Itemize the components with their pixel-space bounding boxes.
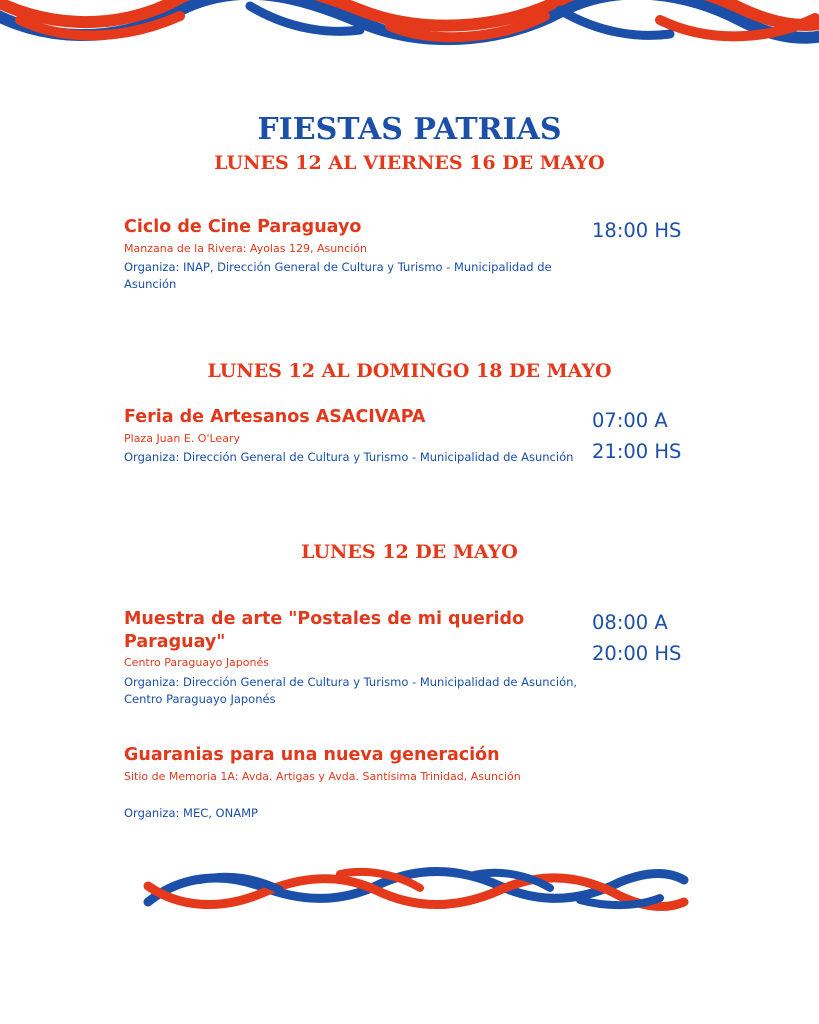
event-time-start: 08:00 A (592, 611, 668, 634)
flag-ribbon-wave-top (0, 0, 819, 48)
event-time (592, 215, 732, 246)
event-time-start: 07:00 A (592, 409, 668, 432)
event-name: Feria de Artesanos ASACIVAPA (124, 407, 426, 427)
page-title: FIESTAS PATRIAS (257, 112, 562, 147)
event-organizer: Organiza: Dirección General de Cultura y Turismo - Municipalidad de Asunción (124, 450, 574, 464)
section-date-heading: LUNES 12 DE MAYO (301, 541, 518, 563)
event-name: Guaranias para una nueva generación (124, 745, 500, 765)
event-time-end: 21:00 HS (592, 440, 682, 463)
flag-ribbon-wave-bottom (140, 862, 690, 918)
event-organizer: Organiza: Dirección General de Cultura y Turismo - Municipalidad de Asunción, Centro Paraguayo Japonés (124, 675, 578, 706)
event-time-start: 18:00 HS (592, 219, 682, 242)
event-name: Ciclo de Cine Paraguayo (124, 217, 362, 237)
event-place: Centro Paraguayo Japonés (124, 656, 269, 669)
event-time (592, 607, 732, 669)
event-name: Muestra de arte "Postales de mi querido Paraguay" (124, 609, 525, 652)
event-place: Manzana de la Rivera: Ayolas 129, Asunción (124, 242, 367, 255)
section-date-heading: LUNES 12 AL VIERNES 16 DE MAYO (214, 152, 605, 174)
event-place: Sitio de Memoria 1A: Avda. Artigas y Avda. Santísima Trinidad, Asunción (124, 770, 521, 783)
section-date-heading: LUNES 12 AL DOMINGO 18 DE MAYO (207, 360, 612, 382)
event-organizer: Organiza: INAP, Dirección General de Cultura y Turismo - Municipalidad de Asunción (124, 260, 552, 291)
event-organizer: Organiza: MEC, ONAMP (124, 806, 258, 820)
event-place: Plaza Juan E. O'Leary (124, 432, 240, 445)
event-time (592, 405, 732, 467)
event-time-end: 20:00 HS (592, 642, 682, 665)
